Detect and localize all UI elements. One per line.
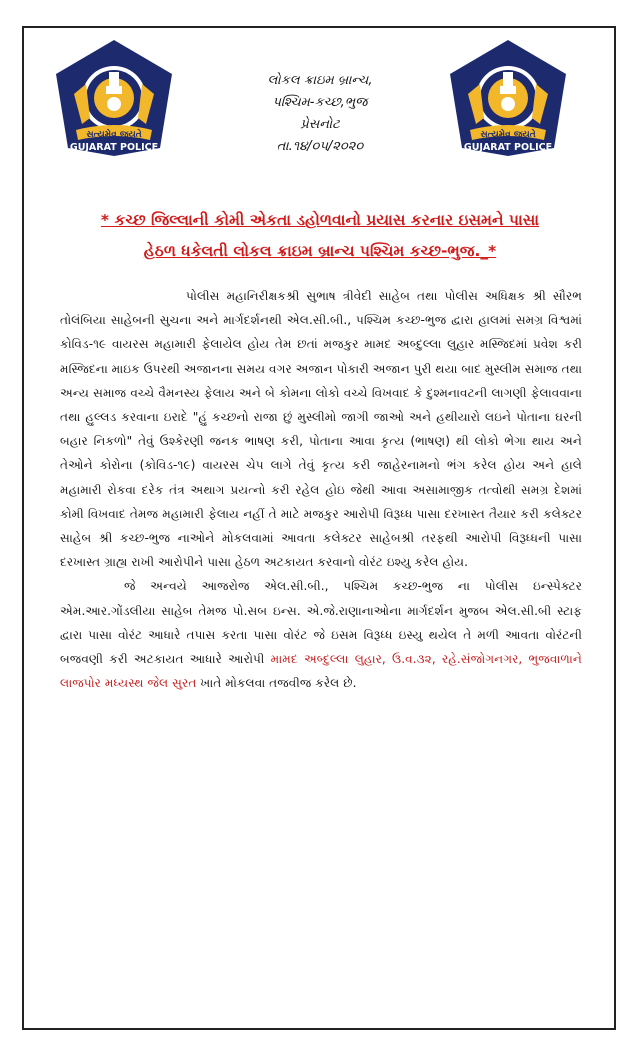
press-note-body: [60, 284, 582, 695]
header-branch: લોકલ ક્રાઇમ બ્રાન્ચ,: [267, 73, 373, 88]
accused-details: મામદ અબ્દુલ્લા લુહાર, ઉ.વ.૩૨, રહે.સંજોગનગર, ભુજવાળાને લાજપોર મધ્યસ્થ જેલ સુરત: [60, 652, 582, 691]
title-line-1: * કચ્છ જિલ્લાની કોમી એકતા ડહોળવાનો પ્રયાસ કરનાર ઇસમને પાસા: [100, 211, 540, 229]
gujarat-police-logo-right: [446, 36, 570, 158]
header-district: પશ્ચિમ-કચ્છ,ભુજ: [272, 95, 368, 110]
logo-caption: GUJARAT POLICE: [69, 142, 159, 153]
paragraph-2-start: જે અન્વયે આજરોજ એલ.સી.બી., પશ્ચિમ કચ્છ-ભુજ ના પોલીસ ઇન્સ્પેક્ટર એમ.આર.ગોંડલીયા સાહેબ તેમજ પો.સબ ઇન્સ. એ.જે.રાણાનાઓના માર્ગદર્શન મુજબ એલ.સી.બી સ્ટાફ દ્વારા પાસા વોરંટ આધારે તપાસ કરતા પાસા વોરંટ જે ઇસમ વિરૂધ્ધ ઇસ્યુ થયેલ તે મળી આવતા વોરંટની બજવણી કરી અટકાયત આધારે આરોપી: [60, 579, 582, 667]
header-press-note: પ્રેસનોટ: [300, 117, 340, 132]
logo-badge-text: સત્યમેવ જયતે: [480, 130, 536, 140]
paragraph-2-end: ખાતે મોકલવા તજવીજ કરેલ છે.: [196, 676, 357, 691]
logo-caption: GUJARAT POLICE: [463, 142, 553, 153]
press-note-header: [200, 70, 440, 158]
press-note-title: [50, 205, 590, 267]
header-date: તા.૧૪/૦૫/૨૦૨૦: [276, 139, 364, 154]
paragraph-2: [60, 574, 582, 695]
gujarat-police-logo-left: [52, 36, 176, 158]
title-line-2: હેઠળ ધકેલતી લોકલ ક્રાઇમ બ્રાન્ચ પશ્ચિમ કચ્છ-ભુજ._*: [143, 242, 497, 260]
logo-badge-text: સત્યમેવ જયતે: [86, 130, 142, 140]
paragraph-1: પોલીસ મહાનિરીક્ષકશ્રી સુભાષ ત્રીવેદી સાહેબ તથા પોલીસ અધિક્ષક શ્રી સૌરભ તોલંબિયા સાહેબની સુચના અને માર્ગદર્શનથી એલ.સી.બી., પશ્ચિમ કચ્છ-ભુજ દ્વારા હાલમાં સમગ્ર વિશ્વમાં કોવિડ-૧૯ વાયરસ મહામારી ફેલાયેલ હોય તેમ છતાં મજકુર મામદ અબ્દુલ્લા લુહાર મસ્જિદમાં પ્રવેશ કરી મસ્જિદના માઇક ઉપરથી અજાનના સમય વગર અજાન પોકારી અજાન પુરી થયા બાદ મુસ્લીમ સમાજ તથા અન્ય સમાજ વચ્ચે વૈમનસ્ય ફેલાય અને બે કોમના લોકો વચ્ચે વિખવાદ કે દુશ્મનાવટની લાગણી ફેલાવવાના તથા હુલ્લડ કરવાના ઇરાદે "હું કચ્છનો રાજા છું મુસ્લીમો જાગી જાઓ અને હથીયારો લઇને પોતાના ઘરની બહાર નિકળો" તેવું ઉશ્કેરણી જનક ભાષણ કરી, પોતાના આવા કૃત્ય (ભાષણ) થી લોકો ભેગા થાય અને તેઓને કોરોના (કોવિડ-૧૯) વાયરસ ચેપ લાગે તેવું કૃત્ય કરી જાહેરનામનો ભંગ કરેલ હોય અને હાલે મહામારી રોકવા દરેક તંત્ર અથાગ પ્રયત્નો કરી રહેલ હોઇ જેથી આવા અસામાજીક તત્વોથી સમગ્ર દેશમાં કોમી વિખવાદ તેમજ મહામારી ફેલાય નહીં તે માટે મજકુર આરોપી વિરૂધ્ધ પાસા દરખાસ્ત તૈયાર કરી કલેક્ટર સાહેબ શ્રી કચ્છ-ભુજ નાઓને મોકલવામાં આવતા કલેક્ટર સાહેબશ્રી તરફથી આરોપી વિરૂધ્ધની પાસા દરખાસ્ત ગ્રાહ્ય રાખી આરોપીને પાસા હેઠળ અટકાયત કરવાનો વોરંટ ઇશ્યુ કરેલ હોય.: [60, 289, 582, 570]
